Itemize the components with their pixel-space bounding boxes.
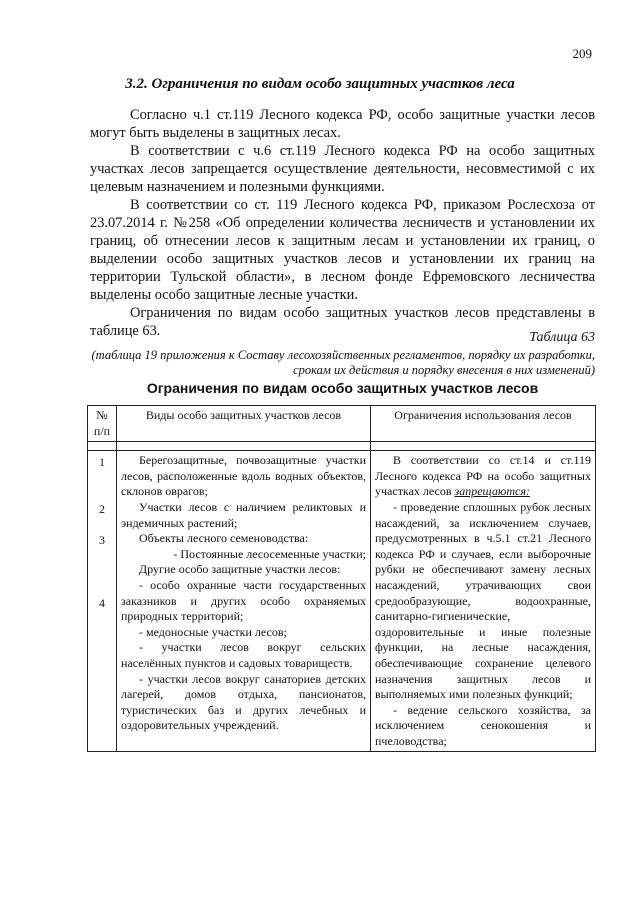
type-subitem: - участки лесов вокруг сельских населённых пунктов и садовых товариществ. (121, 640, 366, 670)
type-item: Объекты лесного семеноводства: (139, 531, 309, 546)
table-note: (таблица 19 приложения к Составу лесохозяйственных регламентов, порядку их разработки, срокам их действия и порядку внесения в них изменений) (91, 348, 595, 377)
body-text (90, 106, 595, 340)
table-row (88, 451, 596, 752)
restriction-item: - проведение сплошных рубок лесных насаждений, за исключением случаев, предусмотренных в ч.5.1 ст.21 Лесного кодекса РФ и случаев, если выборочные рубки не обеспечивают замену лесных насаждений, утрачивающих свои средообразующие, водоохранные, санитарно-гигиенические, оздоровительные и иные полезные функции, на лесные насаждения, обеспечивающие сохранение целевого назначения защитных лесов и выполняемых ими полезных функций; (375, 499, 591, 702)
paragraph: Согласно ч.1 ст.119 Лесного кодекса РФ, особо защитные участки лесов могут быть выделены в защитных лесах. (90, 107, 595, 141)
restrictions-table (87, 405, 596, 752)
table-header-row (88, 406, 596, 442)
types-cell (117, 451, 371, 752)
page-number: 209 (572, 46, 592, 61)
row-number: 1 (99, 455, 105, 470)
type-subitem: - особо охранные части государственных заказников и других особо охраняемых природных территорий; (121, 577, 366, 624)
table-spacer-row (88, 442, 596, 451)
type-subitem: - участки лесов вокруг санаториев детских лагерей, домов отдыха, пансионатов, туристических баз и других лечебных и оздоровительных учреждений. (121, 671, 366, 733)
row-number: 3 (99, 533, 105, 548)
type-subitem: - медоносные участки лесов; (139, 624, 287, 639)
header-num: № п/п (88, 406, 117, 442)
row-number: 2 (99, 502, 105, 517)
row-number: 4 (99, 596, 105, 611)
restriction-item: - ведение сельского хозяйства, за исключением сенокошения и пчеловодства; (375, 702, 591, 748)
paragraph: В соответствии со ст. 119 Лесного кодекса РФ, приказом Рослесхоза от 23.07.2014 г. №258 «Об определении количества лесничеств и установлении их границ, об отнесении лесов к защитным лесам и установлении их границ, о выделении особо защитных участков лесов и установлении их границ на территории Тульской области», в лесном фонде Ефремовского лесничества выделены особо защитные лесные участки. (90, 197, 595, 303)
restriction-intro (375, 453, 591, 500)
type-item: Участки лесов с наличием реликтовых и эндемичных растений; (121, 499, 366, 530)
header-restrictions: Ограничения использования лесов (371, 406, 596, 442)
restriction-prohibited: запрещаются: (454, 484, 530, 499)
row-numbers (88, 451, 117, 752)
type-item: Другие особо защитные участки лесов: (139, 562, 341, 577)
table-caption: Таблица 63 (529, 330, 595, 345)
paragraph: В соответствии с ч.6 ст.119 Лесного кодекса РФ на особо защитных участках лесов запрещается осуществление деятельности, несовместимой с их целевым назначением и полезными функциями. (90, 143, 595, 195)
table-title: Ограничения по видам особо защитных участков лесов (146, 380, 539, 396)
restriction-intro-text: В соответствии со ст.14 и ст.119 Лесного кодекса РФ на особо защитных участках лесов (375, 453, 591, 499)
restrictions-cell (371, 451, 596, 752)
section-heading: 3.2. Ограничения по видам особо защитных участков леса (125, 76, 515, 92)
type-subitem: - Постоянные лесосеменные участки; (173, 546, 366, 561)
header-types: Виды особо защитных участков лесов (117, 406, 371, 442)
type-item: Берегозащитные, почвозащитные участки лесов, расположенные вдоль водных объектов, склонов оврагов; (121, 453, 366, 499)
paragraph: Ограничения по видам особо защитных участков лесов представлены в таблице 63. (90, 305, 595, 339)
